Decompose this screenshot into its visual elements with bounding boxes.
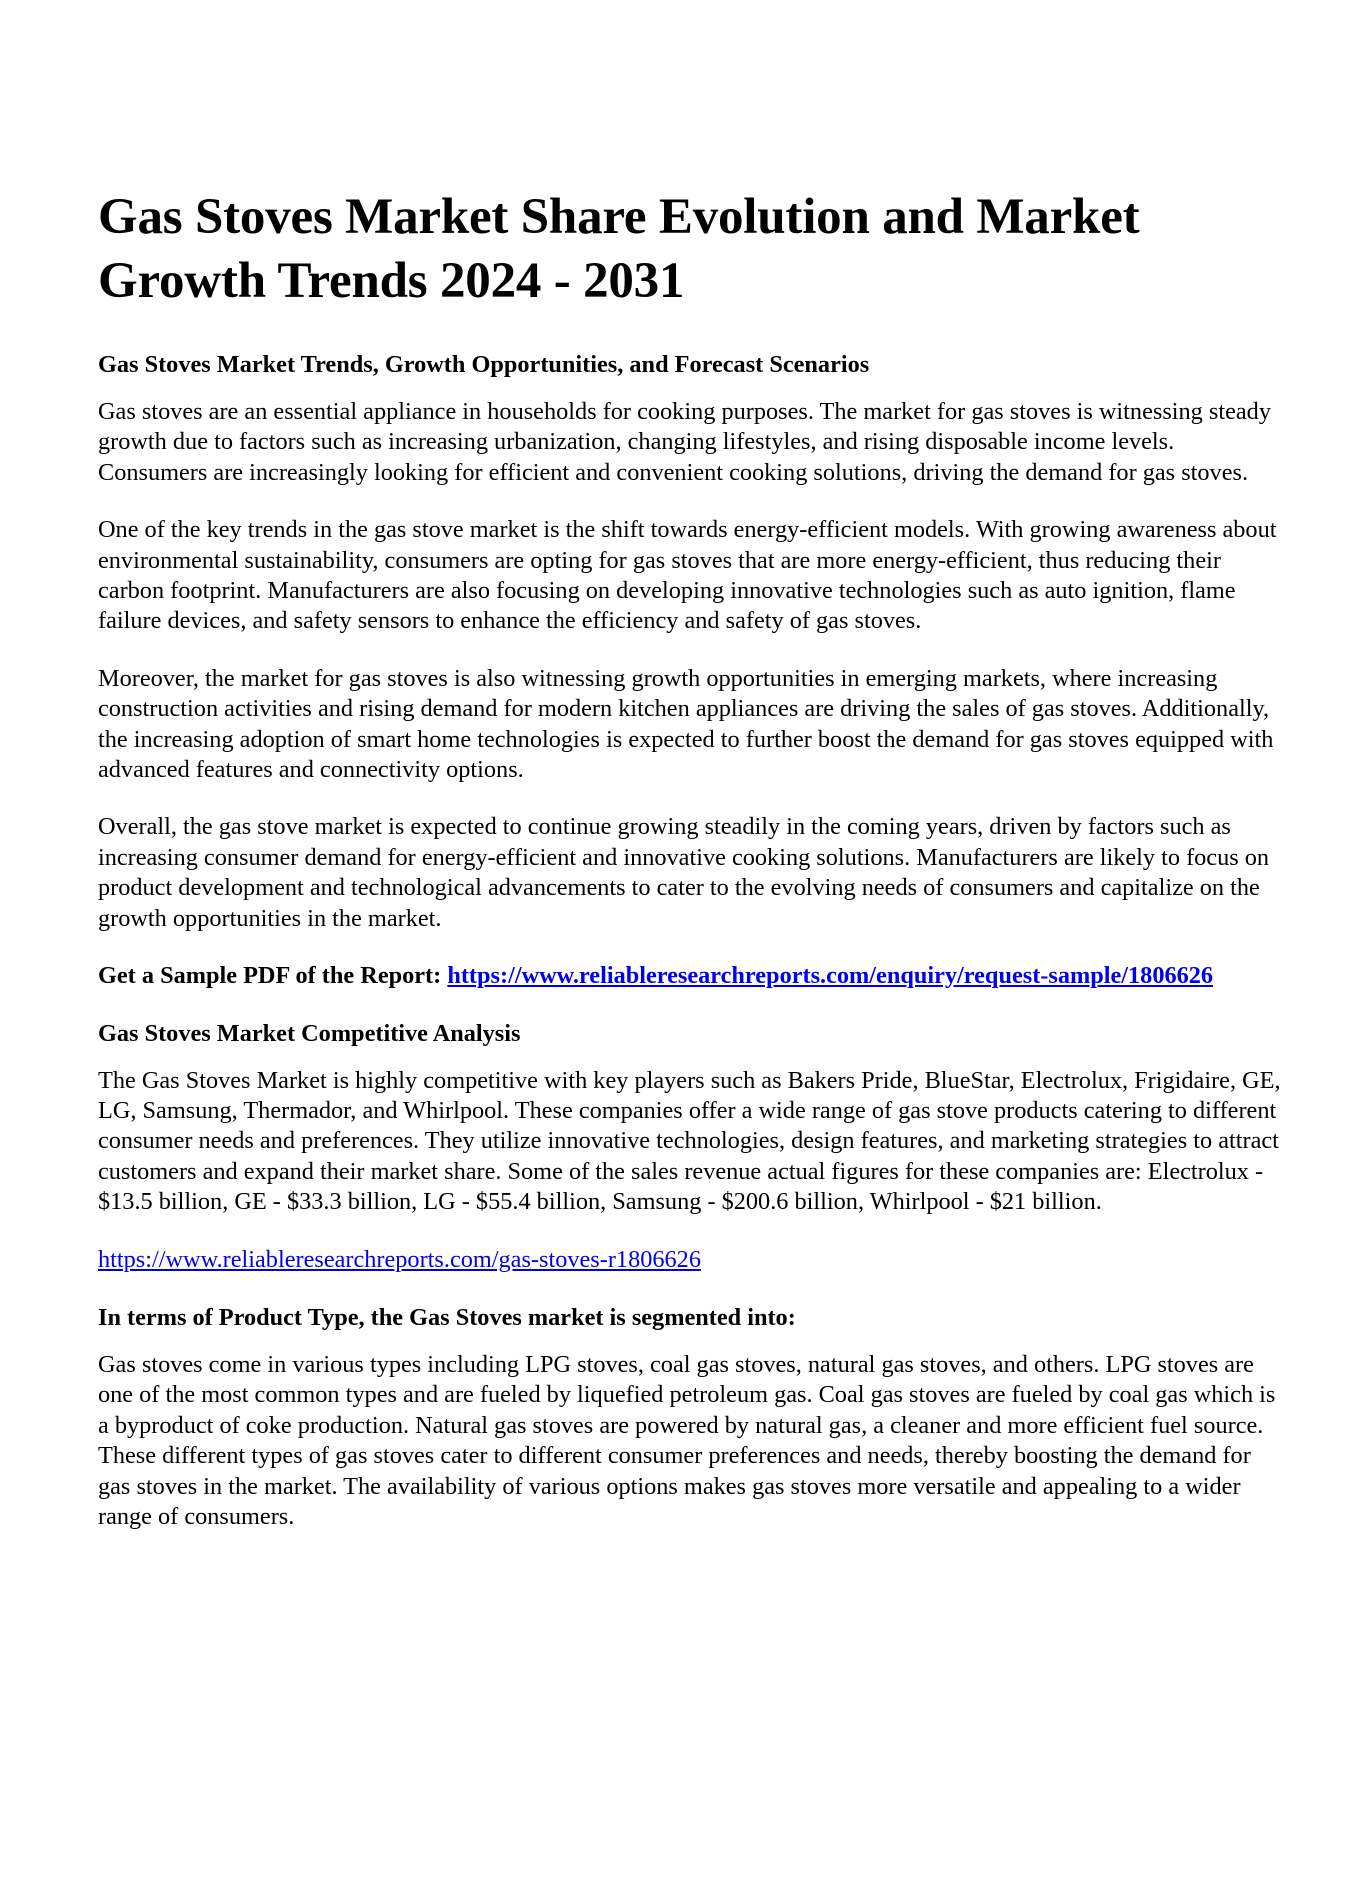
sample-pdf-line xyxy=(98,961,1281,991)
sample-pdf-link[interactable]: https://www.reliableresearchreports.com/enquiry/request-sample/1806626 xyxy=(447,962,1214,990)
report-link[interactable]: https://www.reliableresearchreports.com/gas-stoves-r1806626 xyxy=(98,1245,701,1273)
product-type-paragraph: Gas stoves come in various types including LPG stoves, coal gas stoves, natural gas stoves, and others. LPG stoves are one of the most common types and are fueled by liquefied petroleum gas. Coal gas stoves are fueled by coal gas which is a byproduct of coke production. Natural gas stoves are powered by natural gas, a cleaner and more efficient fuel source. These different types of gas stoves cater to different consumer preferences and needs, thereby boosting the demand for gas stoves in the market. The availability of various options makes gas stoves more versatile and appealing to a wider range of consumers. xyxy=(98,1350,1276,1530)
report-link-line xyxy=(98,1245,1281,1275)
competitive-paragraph: The Gas Stoves Market is highly competitive with key players such as Bakers Pride, BlueStar, Electrolux, Frigidaire, GE, LG, Samsung, Thermador, and Whirlpool. These companies offer a wide range of gas stove products catering to different consumer needs and preferences. They utilize innovative technologies, design features, and marketing strategies to attract customers and expand their market share. Some of the sales revenue actual figures for these companies are: Electrolux - $13.5 billion, GE - $33.3 billion, LG - $55.4 billion, Samsung - $200.6 billion, Whirlpool - $21 billion. xyxy=(98,1066,1281,1216)
page-title: Gas Stoves Market Share Evolution and Market Growth Trends 2024 - 2031 xyxy=(98,189,1140,309)
trends-heading: Gas Stoves Market Trends, Growth Opportunities, and Forecast Scenarios xyxy=(98,351,870,378)
sample-pdf-label: Get a Sample PDF of the Report: xyxy=(98,962,448,990)
trends-paragraph-4: Overall, the gas stove market is expected to continue growing steadily in the coming years, driven by factors such as increasing consumer demand for energy-efficient and innovative cooking solutions. Manufacturers are likely to focus on product development and technological advancements to cater to the evolving needs of consumers and capitalize on the growth opportunities in the market. xyxy=(98,813,1270,932)
trends-paragraph-2: One of the key trends in the gas stove market is the shift towards energy-efficient models. With growing awareness about environmental sustainability, consumers are opting for gas stoves that are more energy-efficient, thus reducing their carbon footprint. Manufacturers are also focusing on developing innovative technologies such as auto ignition, flame failure devices, and safety sensors to enhance the efficiency and safety of gas stoves. xyxy=(98,516,1277,635)
trends-paragraph-1: Gas stoves are an essential appliance in households for cooking purposes. The market for gas stoves is witnessing steady growth due to factors such as increasing urbanization, changing lifestyles, and rising disposable income levels. Consumers are increasingly looking for efficient and convenient cooking solutions, driving the demand for gas stoves. xyxy=(98,398,1271,486)
trends-paragraph-3: Moreover, the market for gas stoves is also witnessing growth opportunities in emerging markets, where increasing construction activities and rising demand for modern kitchen appliances are driving the sales of gas stoves. Additionally, the increasing adoption of smart home technologies is expected to further boost the demand for gas stoves equipped with advanced features and connectivity options. xyxy=(98,664,1274,784)
competitive-heading: Gas Stoves Market Competitive Analysis xyxy=(98,1019,521,1047)
product-type-heading: In terms of Product Type, the Gas Stoves market is segmented into: xyxy=(98,1303,796,1331)
